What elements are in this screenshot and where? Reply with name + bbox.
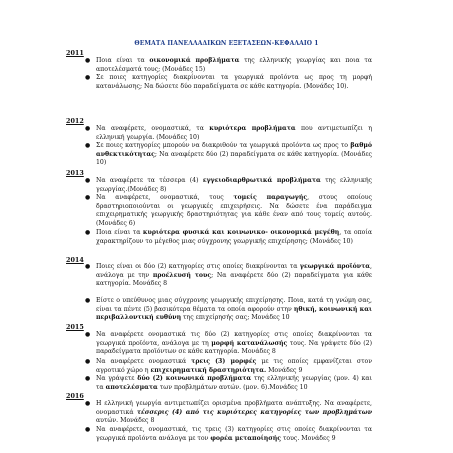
emphasis-text: τρεις (3) μορφές <box>191 358 257 365</box>
question-item <box>85 74 372 91</box>
question-item <box>85 331 372 357</box>
question-text: Ποια είναι τα <box>96 229 143 236</box>
question-item <box>85 125 372 142</box>
emphasis-text: εγγειοδιαρθρωτικά προβλήματα <box>202 177 321 184</box>
bullet-icon: ● <box>85 57 91 64</box>
question-item <box>85 177 372 194</box>
question-item <box>85 142 372 168</box>
question-text: Ποιες είναι οι δύο (2) κατηγορίες στις οποίες διακρίνονται τα <box>96 263 300 270</box>
question-text: Να αναφέρετε, ονομαστικά, τους <box>96 194 234 201</box>
emphasis-text: φορέα μεταποίησής <box>210 434 282 442</box>
bullet-icon: ● <box>85 263 91 270</box>
emphasis-text: βαθμό ανθεκτικότητας <box>96 142 372 158</box>
question-text: Να αναφέρετε τα τέσσερα (4) <box>96 177 203 184</box>
question-item <box>85 263 372 289</box>
emphasis-text: τομείς παραγωγής <box>233 194 308 201</box>
emphasis-text: αποτελέσματα <box>105 383 158 391</box>
question-text: ; Να αναφέρετε δύο (2) παραδείγματα σε κάθε κατηγορία. (Μονάδες 10) <box>96 150 372 167</box>
bullet-icon: ● <box>85 142 91 149</box>
question-text: , στους οποίους δραστηριοποιούνται οι γεωργικές επιχειρήσεις. Να δώσετε ένα παράδειγμα επιχειρηματικής γεωργικής δραστηριότητας για κάθε έναν από τους τομείς αυτούς. (Μονάδες 6) <box>96 194 372 228</box>
question-item <box>85 375 372 392</box>
question-text: Είστε ο υπεύθυνος μιας σύγχρονης γεωργικής επιχείρησης. Ποια, κατά τη γνώμη σας, είναι τα πέντε (5) βασικότερα θέματα τα οποία αφορούν στην <box>96 297 372 313</box>
question-text: Ποια είναι τα <box>96 57 150 64</box>
bullet-icon: ● <box>85 400 91 407</box>
question-text: της επιχείρησής σας; Μονάδες 10 <box>181 314 290 322</box>
question-text: με τις οποίες εμφανίζεται στον αγροτικό χώρο η <box>96 358 373 374</box>
question-text: Σε ποιες κατηγορίες μπορούν να διακριθούν τα γεωργικά προϊόντα ως προς το <box>96 142 351 149</box>
emphasis-text: οικονομικά προβλήματα <box>149 57 240 64</box>
emphasis-text: επιχειρηματική δραστηριότητα. <box>150 366 267 374</box>
question-item <box>85 57 372 74</box>
year-heading: 2011 <box>66 49 84 57</box>
emphasis-text: μορφή κατανάλωσής <box>211 339 288 347</box>
emphasis-text: ηθική, κοινωνική και περιβαλλοντική ευθύνη <box>96 305 373 322</box>
question-text: Η ελληνική γεωργία αντιμετωπίζει ορισμένα προβλήματα ανάπτυξης. Να αναφέρετε, ονομαστικά <box>96 400 372 416</box>
year-heading: 2013 <box>66 169 84 177</box>
year-heading: 2012 <box>66 117 84 125</box>
question-text: , τα οποία χαρακτηρίζουν το μέγεθος μιας σύγχρονης γεωργικής επιχείρησης; (Μονάδες 10) <box>96 229 372 245</box>
year-heading: 2014 <box>66 256 84 264</box>
bullet-icon: ● <box>85 194 91 201</box>
question-text: των προβλημάτων αυτών. (μον. 6).Μονάδες 10 <box>157 383 308 391</box>
question-text: Να αναφέρετε ονομαστικά <box>96 358 192 365</box>
year-heading: 2016 <box>66 392 84 400</box>
emphasis-text: προέλευσή τους <box>152 271 212 279</box>
question-text: Να αναφέρετε, ονομαστικά, τα <box>96 125 210 132</box>
question-text: τους. Μονάδες 9 <box>281 434 336 442</box>
question-text: της ελληνικής γεωργίας (μον. 4) και τα <box>96 375 372 391</box>
question-item <box>85 426 372 443</box>
question-text: της ελληνικής γεωργίας και ποια τα αποτελέσματά τους; (Μονάδες 15) <box>96 57 372 73</box>
year-heading: 2015 <box>66 323 84 331</box>
bullet-icon: ● <box>85 297 91 304</box>
question-text: Να γράψετε <box>96 375 138 382</box>
question-item <box>85 229 372 246</box>
bullet-icon: ● <box>85 125 91 132</box>
bullet-icon: ● <box>85 74 91 81</box>
emphasis-text: δύο (2) κοινωνικά προβλήματα <box>137 375 252 382</box>
question-text: τους. Να γράψετε δύο (2) παραδείγματα προϊόντων σε κάθε κατηγορία. Μονάδες 8 <box>96 339 372 356</box>
bullet-icon: ● <box>85 177 91 184</box>
emphasis-text: γεωργικά προϊόντα <box>299 263 371 270</box>
bullet-icon: ● <box>85 375 91 382</box>
question-item <box>85 400 372 426</box>
question-text: που αντιμετωπίζει η ελληνική γεωργία. (Μονάδες 10) <box>96 125 372 141</box>
emphasis-text: κυριότερα προβλήματα <box>209 125 296 132</box>
question-item <box>85 297 373 323</box>
bullet-icon: ● <box>85 426 91 433</box>
question-text: Να αναφέρετε ονομαστικά τις δύο (2) κατηγορίες στις οποίες διακρίνονται τα γεωργικά προϊόντα, ανάλογα με τη <box>96 331 372 347</box>
question-text: αυτών. Μονάδες 8 <box>96 417 155 425</box>
question-text: της ελληνικής γεωργίας.(Μονάδες 8) <box>96 177 372 193</box>
question-text: Μονάδες 9 <box>266 366 303 374</box>
question-text: Σε ποιες κατηγορίες διακρίνονται τα γεωργικά προϊόντα ως προς τη μορφή κατανάλωσης; Να δώσετε δύο παραδείγματα σε κάθε κατηγορία. (Μονάδες 10). <box>96 74 372 90</box>
question-text: , ανάλογα με την <box>96 263 372 279</box>
question-text: ; Να αναφέρετε δύο (2) παραδείγματα για κάθε κατηγορία. Μονάδες 8 <box>96 271 372 288</box>
question-item <box>85 194 372 229</box>
question-item <box>85 358 373 375</box>
question-text: Να αναφέρετε, ονομαστικά, τις τρεις (3) κατηγορίες στις οποίες διακρίνονται τα γεωργικά προϊόντα ανάλογα με τον <box>96 426 372 442</box>
bullet-icon: ● <box>85 229 91 236</box>
emphasis-text: κυριότερα φυσικά και κοινωνικο- οικονομικά μεγέθη <box>142 229 340 236</box>
emphasis-text: τέσσερις (4) από τις κυριότερες κατηγορίες των προβλημάτων <box>136 408 372 416</box>
bullet-icon: ● <box>85 331 91 338</box>
page-title: ΘΕΜΑΤΑ ΠΑΝΕΛΛΑΔΙΚΩΝ ΕΞΕΤΑΣΕΩΝ-ΚΕΦΑΛΑΙΟ 1 <box>134 40 319 47</box>
bullet-icon: ● <box>85 358 91 365</box>
